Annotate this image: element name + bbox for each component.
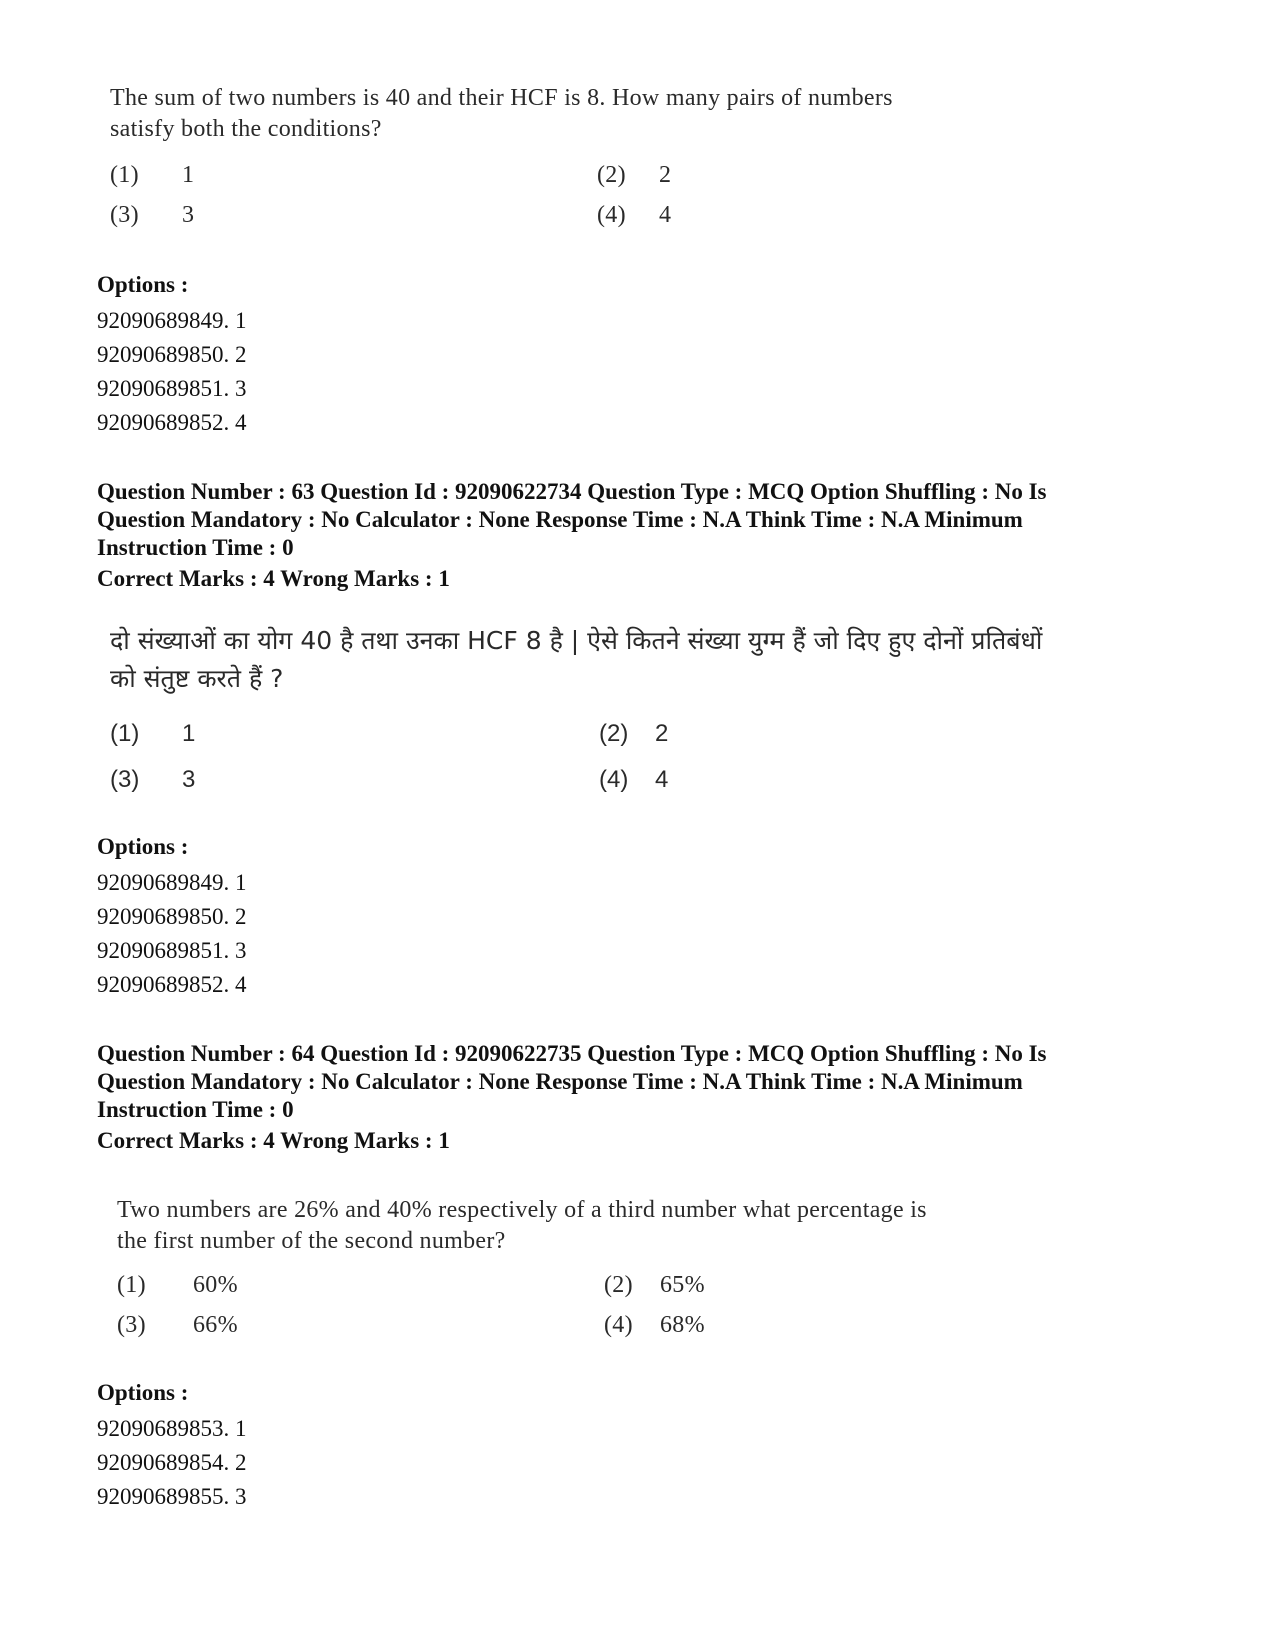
q62-choice-2	[597, 162, 671, 189]
option-line: 92090689850. 2	[97, 904, 247, 929]
meta-line-3: Instruction Time : 0	[97, 1097, 294, 1122]
option-line: 92090689855. 3	[97, 1484, 247, 1509]
choice-value: 2	[655, 720, 669, 747]
q64-choice-1	[117, 1272, 238, 1299]
option-line: 92090689849. 1	[97, 308, 247, 333]
choice-number: (4)	[597, 202, 626, 228]
q62-choice-1	[110, 162, 194, 189]
q62-options-header: Options :	[97, 272, 189, 297]
q63-choice-2	[599, 720, 668, 748]
meta-line-3: Instruction Time : 0	[97, 535, 294, 560]
q64-choice-4	[604, 1312, 705, 1339]
q63-question-line-2: को संतुष्ट करते हैं ?	[110, 664, 284, 693]
choice-value: 65%	[660, 1272, 705, 1298]
q63-question-text	[110, 622, 1110, 698]
q63-question-line-1: दो संख्याओं का योग 40 है तथा उनका HCF 8 है | ऐसे कितने संख्या युग्म हैं जो दिए हुए दोनों प्रतिबंधों	[110, 626, 1043, 655]
meta-line-2: Question Mandatory : No Calculator : None Response Time : N.A Think Time : N.A Minimum	[97, 1069, 1023, 1094]
q64-choice-2	[604, 1272, 705, 1299]
choice-value: 4	[655, 766, 669, 793]
choice-value: 66%	[193, 1312, 238, 1338]
choice-value: 68%	[660, 1312, 705, 1338]
choice-number: (2)	[599, 720, 629, 747]
choice-value: 2	[659, 162, 672, 188]
q63-options-list	[97, 866, 247, 1002]
option-line: 92090689852. 4	[97, 972, 247, 997]
choice-value: 1	[182, 162, 195, 188]
choice-number: (2)	[597, 162, 626, 188]
option-line: 92090689851. 3	[97, 376, 247, 401]
choice-number: (2)	[604, 1272, 633, 1298]
q64-question-meta	[97, 1040, 1197, 1124]
meta-line-1: Question Number : 64 Question Id : 92090622735 Question Type : MCQ Option Shuffling : No Is	[97, 1041, 1047, 1066]
choice-number: (1)	[110, 162, 139, 188]
option-line: 92090689851. 3	[97, 938, 247, 963]
choice-number: (4)	[599, 766, 629, 793]
q64-question-text	[117, 1195, 1077, 1257]
q64-options-list	[97, 1412, 247, 1514]
choice-value: 3	[182, 766, 196, 793]
q62-choice-4	[597, 202, 671, 229]
choice-number: (3)	[110, 766, 140, 793]
q63-choice-1	[110, 720, 195, 748]
q62-question-line-2: satisfy both the conditions?	[110, 116, 382, 142]
choice-number: (1)	[117, 1272, 146, 1298]
q62-question-line-1: The sum of two numbers is 40 and their HCF is 8. How many pairs of numbers	[110, 85, 893, 111]
meta-line-1: Question Number : 63 Question Id : 92090622734 Question Type : MCQ Option Shuffling : No Is	[97, 479, 1047, 504]
q64-choice-3	[117, 1312, 238, 1339]
choice-number: (1)	[110, 720, 140, 747]
q62-question-text	[110, 83, 1070, 145]
option-line: 92090689852. 4	[97, 410, 247, 435]
choice-number: (3)	[110, 202, 139, 228]
q64-question-line-2: the first number of the second number?	[117, 1228, 506, 1254]
q64-options-header: Options :	[97, 1380, 189, 1405]
choice-number: (3)	[117, 1312, 146, 1338]
q64-question-line-1: Two numbers are 26% and 40% respectively of a third number what percentage is	[117, 1197, 927, 1223]
option-line: 92090689850. 2	[97, 342, 247, 367]
choice-value: 4	[659, 202, 672, 228]
choice-value: 1	[182, 720, 196, 747]
q63-choice-4	[599, 766, 668, 794]
choice-number: (4)	[604, 1312, 633, 1338]
choice-value: 60%	[193, 1272, 238, 1298]
option-line: 92090689854. 2	[97, 1450, 247, 1475]
q62-choice-3	[110, 202, 194, 229]
q64-marks: Correct Marks : 4 Wrong Marks : 1	[97, 1128, 450, 1153]
q63-marks: Correct Marks : 4 Wrong Marks : 1	[97, 566, 450, 591]
q63-question-meta	[97, 478, 1197, 562]
option-line: 92090689849. 1	[97, 870, 247, 895]
meta-line-2: Question Mandatory : No Calculator : None Response Time : N.A Think Time : N.A Minimum	[97, 507, 1023, 532]
choice-value: 3	[182, 202, 195, 228]
q63-options-header: Options :	[97, 834, 189, 859]
q63-choice-3	[110, 766, 195, 794]
option-line: 92090689853. 1	[97, 1416, 247, 1441]
q62-options-list	[97, 304, 247, 440]
